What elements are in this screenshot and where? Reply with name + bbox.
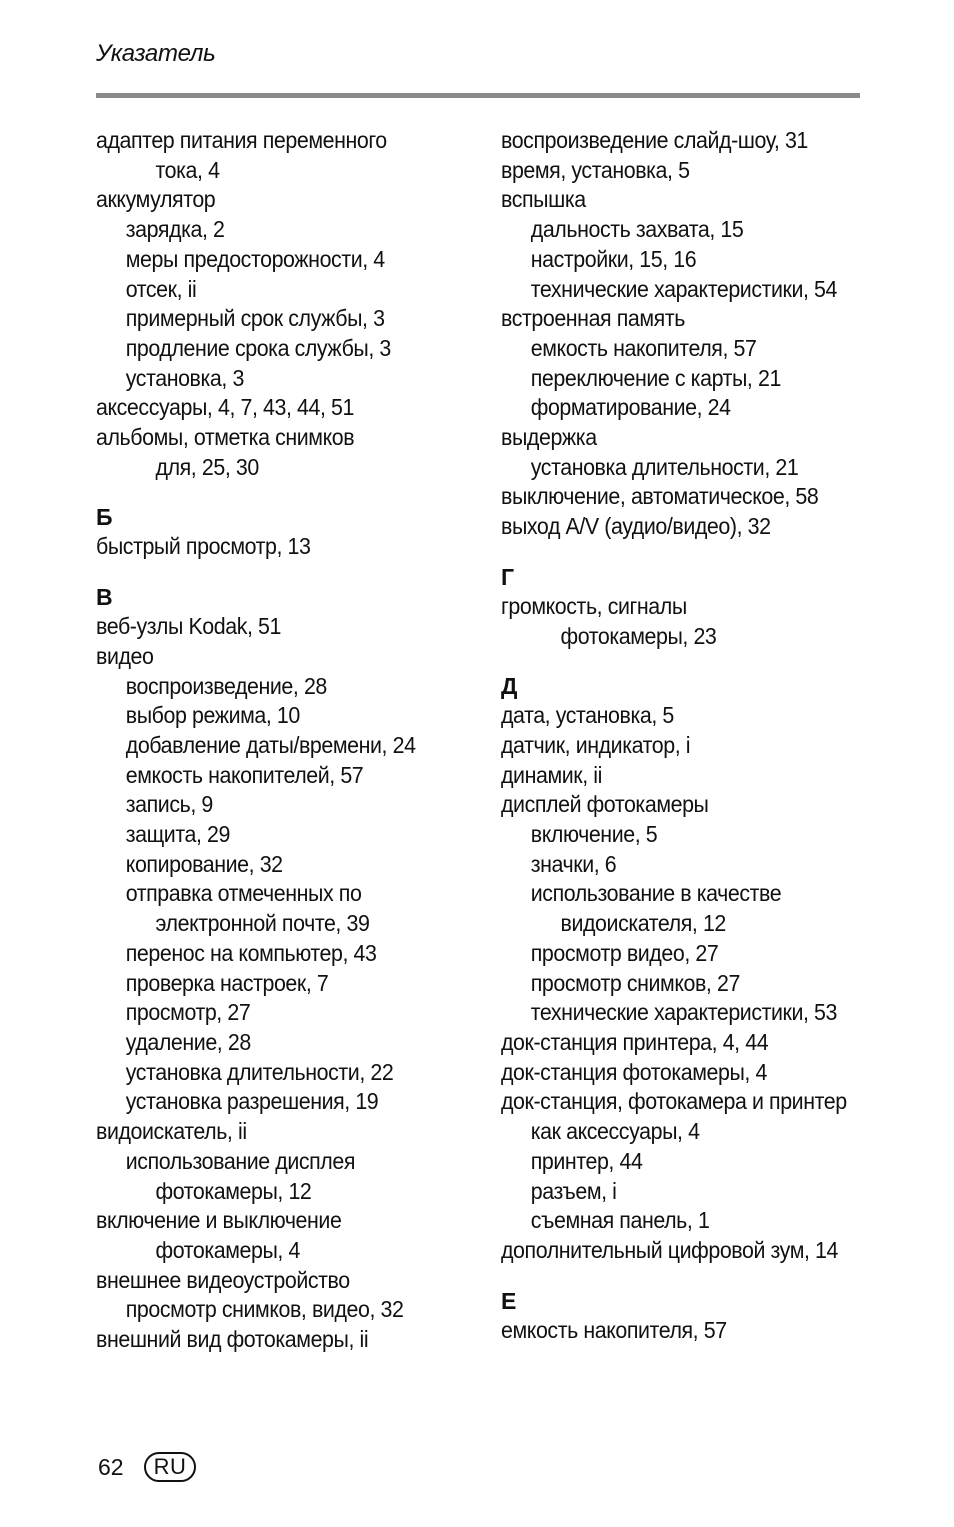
index-entry: быстрый просмотр, 13 bbox=[96, 533, 311, 560]
index-entry: настройки, 15, 16 bbox=[530, 245, 697, 272]
index-entry: просмотр снимков, видео, 32 bbox=[125, 1296, 404, 1323]
index-entry: дополнительный цифровой зум, 14 bbox=[501, 1236, 839, 1263]
index-section-letter: Е bbox=[501, 1287, 517, 1314]
index-section-letter: Д bbox=[501, 673, 518, 700]
section-gap bbox=[501, 1266, 901, 1286]
index-entry: док-станция фотокамеры, 4 bbox=[501, 1058, 767, 1085]
index-entry: адаптер питания переменного bbox=[96, 127, 387, 153]
section-gap bbox=[501, 651, 901, 671]
index-section-letter: В bbox=[96, 584, 113, 611]
index-entry: емкость накопителей, 57 bbox=[125, 761, 364, 788]
index-entry: дальность захвата, 15 bbox=[530, 216, 744, 243]
index-entry: динамик, ii bbox=[501, 761, 602, 788]
index-entry: емкость накопителя, 57 bbox=[501, 1316, 727, 1343]
index-entry: внешнее видеоустройство bbox=[96, 1266, 350, 1293]
index-entry: внешний вид фотокамеры, ii bbox=[96, 1326, 369, 1353]
index-section-letter: Г bbox=[501, 563, 515, 590]
index-entry: использование в качестве bbox=[530, 880, 782, 907]
index-entry: просмотр, 27 bbox=[125, 999, 251, 1026]
header-rule bbox=[96, 93, 860, 98]
index-entry: фотокамеры, 4 bbox=[155, 1236, 300, 1263]
index-entry: съемная панель, 1 bbox=[530, 1207, 710, 1234]
index-entry: дисплей фотокамеры bbox=[501, 791, 709, 818]
index-entry: выход A/V (аудио/видео), 32 bbox=[501, 513, 771, 540]
index-entry: выбор режима, 10 bbox=[125, 702, 300, 729]
index-entry: альбомы, отметка снимков bbox=[96, 424, 355, 451]
index-entry: технические характеристики, 53 bbox=[530, 999, 837, 1026]
index-entry: установка длительности, 21 bbox=[530, 453, 799, 480]
index-entry: переключение с карты, 21 bbox=[530, 364, 781, 391]
index-entry: установка длительности, 22 bbox=[125, 1058, 394, 1085]
index-entry: использование дисплея bbox=[125, 1147, 356, 1174]
index-entry: видоискатель, ii bbox=[96, 1118, 247, 1145]
section-gap bbox=[96, 482, 496, 502]
index-entry: выключение, автоматическое, 58 bbox=[501, 483, 819, 510]
index-entry: просмотр видео, 27 bbox=[530, 939, 719, 966]
page-footer bbox=[98, 1452, 196, 1482]
index-entry: выдержка bbox=[501, 424, 597, 451]
index-entry: видео bbox=[96, 642, 154, 669]
index-entry: удаление, 28 bbox=[125, 1028, 251, 1055]
index-entry: видоискателя, 12 bbox=[560, 910, 726, 937]
index-entry: проверка настроек, 7 bbox=[125, 969, 329, 996]
page-header-title: Указатель bbox=[96, 40, 216, 67]
index-entry: запись, 9 bbox=[125, 791, 213, 818]
index-entry: включение и выключение bbox=[96, 1207, 342, 1234]
index-entry: принтер, 44 bbox=[530, 1147, 643, 1174]
index-entry: док-станция принтера, 4, 44 bbox=[501, 1028, 769, 1055]
index-entry: отправка отмеченных по bbox=[125, 880, 362, 907]
index-entry: примерный срок службы, 3 bbox=[125, 305, 385, 332]
index-entry: воспроизведение, 28 bbox=[125, 672, 327, 699]
index-section-letter: Б bbox=[96, 504, 113, 531]
index-entry: как аксессуары, 4 bbox=[530, 1118, 700, 1145]
index-entry: продление срока службы, 3 bbox=[125, 334, 391, 361]
index-entry: включение, 5 bbox=[530, 821, 658, 848]
section-gap bbox=[96, 562, 496, 582]
index-entry: время, установка, 5 bbox=[501, 156, 690, 183]
index-entry: разъем, i bbox=[530, 1177, 617, 1204]
index-entry: док-станция, фотокамера и принтер bbox=[501, 1088, 847, 1115]
index-entry: добавление даты/времени, 24 bbox=[125, 731, 416, 758]
index-entry: установка разрешения, 19 bbox=[125, 1088, 379, 1115]
index-entry: просмотр снимков, 27 bbox=[530, 969, 740, 996]
index-entry: форматирование, 24 bbox=[530, 394, 731, 421]
index-entry: встроенная память bbox=[501, 305, 685, 332]
index-entry: установка, 3 bbox=[125, 364, 244, 391]
index-entry: веб-узлы Kodak, 51 bbox=[96, 613, 282, 640]
index-column-right bbox=[501, 126, 901, 1345]
index-entry: вспышка bbox=[501, 186, 586, 213]
index-entry: громкость, сигналы bbox=[501, 592, 687, 619]
index-entry: датчик, индикатор, i bbox=[501, 731, 691, 758]
index-entry: копирование, 32 bbox=[125, 850, 283, 877]
index-entry: фотокамеры, 12 bbox=[155, 1177, 312, 1204]
index-entry: для, 25, 30 bbox=[155, 453, 259, 480]
index-entry: меры предосторожности, 4 bbox=[125, 245, 385, 272]
index-entry: электронной почте, 39 bbox=[155, 910, 370, 937]
index-entry: аксессуары, 4, 7, 43, 44, 51 bbox=[96, 394, 354, 421]
index-column-left bbox=[96, 126, 496, 1355]
index-entry: технические характеристики, 54 bbox=[530, 275, 837, 302]
index-entry: отсек, ii bbox=[125, 275, 197, 302]
index-entry: тока, 4 bbox=[155, 156, 220, 183]
index-entry: зарядка, 2 bbox=[125, 216, 225, 243]
index-entry: воспроизведение слайд-шоу, 31 bbox=[501, 127, 808, 153]
index-entry: дата, установка, 5 bbox=[501, 702, 674, 729]
index-entry: значки, 6 bbox=[530, 850, 617, 877]
section-gap bbox=[501, 542, 901, 562]
language-badge: RU bbox=[144, 1452, 197, 1482]
index-entry: защита, 29 bbox=[125, 821, 230, 848]
index-entry: фотокамеры, 23 bbox=[560, 622, 717, 649]
index-entry: аккумулятор bbox=[96, 186, 216, 213]
index-entry: емкость накопителя, 57 bbox=[530, 334, 757, 361]
index-entry: перенос на компьютер, 43 bbox=[125, 939, 377, 966]
page-number: 62 bbox=[98, 1453, 124, 1480]
